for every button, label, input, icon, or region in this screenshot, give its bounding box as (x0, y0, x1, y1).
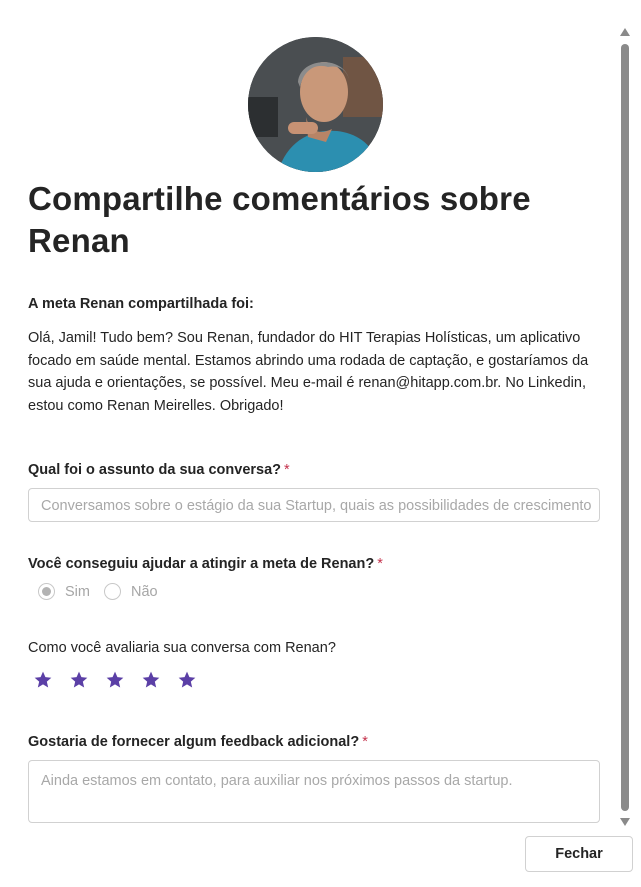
goal-label: A meta Renan compartilhada foi: (28, 296, 254, 312)
close-button[interactable]: Fechar (525, 836, 633, 872)
scrollbar-thumb[interactable] (621, 44, 629, 811)
subject-input[interactable]: Conversamos sobre o estágio da sua Startup, quais as possibilidades de crescimento (28, 488, 600, 522)
star-icon-3[interactable] (105, 670, 125, 690)
feedback-textarea[interactable]: Ainda estamos em contato, para auxiliar nos próximos passos da startup. (28, 760, 600, 823)
helped-radio-group (28, 583, 602, 600)
required-indicator: * (377, 556, 383, 572)
radio-unselected-icon[interactable] (104, 583, 121, 600)
scroll-up-arrow-icon[interactable] (620, 28, 630, 36)
dialog-title: Compartilhe comentários sobre Renan (28, 180, 531, 259)
helped-question (28, 556, 602, 572)
radio-option-sim[interactable] (28, 583, 90, 600)
subject-question (28, 462, 602, 478)
star-rating (33, 670, 602, 690)
required-indicator: * (362, 734, 368, 750)
rating-question-label: Como você avaliaria sua conversa com Renan? (28, 640, 336, 656)
star-icon-5[interactable] (177, 670, 197, 690)
radio-label-sim: Sim (65, 583, 90, 600)
avatar-container (28, 37, 602, 172)
avatar (248, 37, 383, 172)
feedback-question-label: Gostaria de fornecer algum feedback adicional? (28, 734, 360, 750)
feedback-question (28, 734, 602, 750)
goal-text: Olá, Jamil! Tudo bem? Sou Renan, fundador do HIT Terapias Holísticas, um aplicativo focado em saúde mental. Estamos abrindo uma rodada de captação, e gostaríamos da sua ajuda e orientações, se possível. Meu e-mail é renan@hitapp.com.br. No Linkedin, estou como Renan Meirelles. Obrigado! (28, 330, 589, 414)
dialog-content (28, 0, 602, 823)
star-icon-4[interactable] (141, 670, 161, 690)
scroll-down-arrow-icon[interactable] (620, 818, 630, 826)
subject-question-label: Qual foi o assunto da sua conversa? (28, 462, 282, 478)
helped-question-label: Você conseguiu ajudar a atingir a meta de Renan? (28, 556, 375, 572)
avatar-photo (248, 37, 383, 172)
star-icon-2[interactable] (69, 670, 89, 690)
radio-label-nao: Não (130, 583, 158, 600)
star-icon-1[interactable] (33, 670, 53, 690)
scrollbar[interactable] (617, 26, 633, 828)
radio-selected-icon[interactable] (38, 583, 55, 600)
required-indicator: * (284, 462, 290, 478)
radio-option-nao[interactable] (104, 583, 158, 600)
